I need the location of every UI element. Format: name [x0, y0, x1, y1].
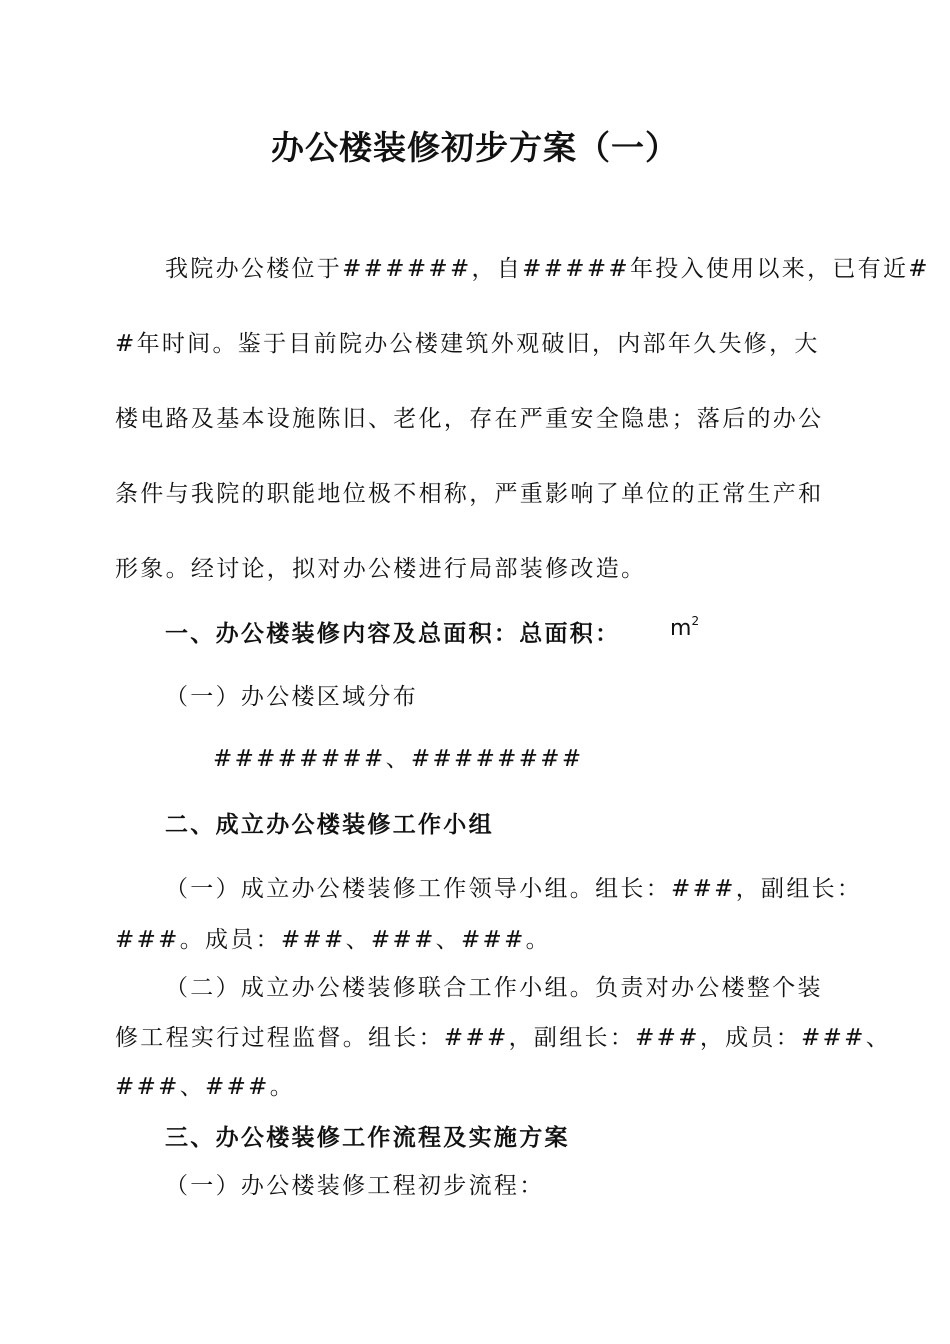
document-title: 办公楼装修初步方案（一）	[271, 128, 679, 167]
section-3-sub-1: （一）办公楼装修工程初步流程：	[165, 1173, 545, 1199]
intro-line-1: 我院办公楼位于######，自#####年投入使用以来，已有近#	[165, 256, 930, 282]
area-unit-base: m	[670, 616, 692, 641]
section-2-heading: 二、成立办公楼装修工作小组	[165, 812, 494, 838]
area-unit-exponent: 2	[691, 614, 700, 628]
section-2-item-2-line-2: 修工程实行过程监督。组长：###，副组长：###，成员：###、	[115, 1025, 892, 1051]
area-unit	[670, 614, 699, 641]
intro-line-5: 形象。经讨论，拟对办公楼进行局部装修改造。	[115, 556, 647, 582]
section-2-item-2-line-3: ###、###。	[115, 1074, 296, 1100]
section-2-item-1-line-2: ###。成员：###、###、###。	[115, 927, 551, 953]
intro-line-2: #年时间。鉴于目前院办公楼建筑外观破旧，内部年久失修，大	[115, 331, 820, 357]
section-1-sub-1: （一）办公楼区域分布	[165, 684, 418, 710]
section-1-areas: ########、########	[213, 746, 584, 772]
section-2-item-1-line-1: （一）成立办公楼装修工作领导小组。组长：###，副组长：	[165, 876, 863, 902]
section-2-item-2-line-1: （二）成立办公楼装修联合工作小组。负责对办公楼整个装	[165, 975, 823, 1001]
intro-line-3: 楼电路及基本设施陈旧、老化，存在严重安全隐患；落后的办公	[115, 406, 824, 432]
intro-line-4: 条件与我院的职能地位极不相称，严重影响了单位的正常生产和	[115, 481, 824, 507]
section-1-heading: 一、办公楼装修内容及总面积：总面积：	[165, 621, 621, 647]
section-3-heading: 三、办公楼装修工作流程及实施方案	[165, 1125, 570, 1151]
